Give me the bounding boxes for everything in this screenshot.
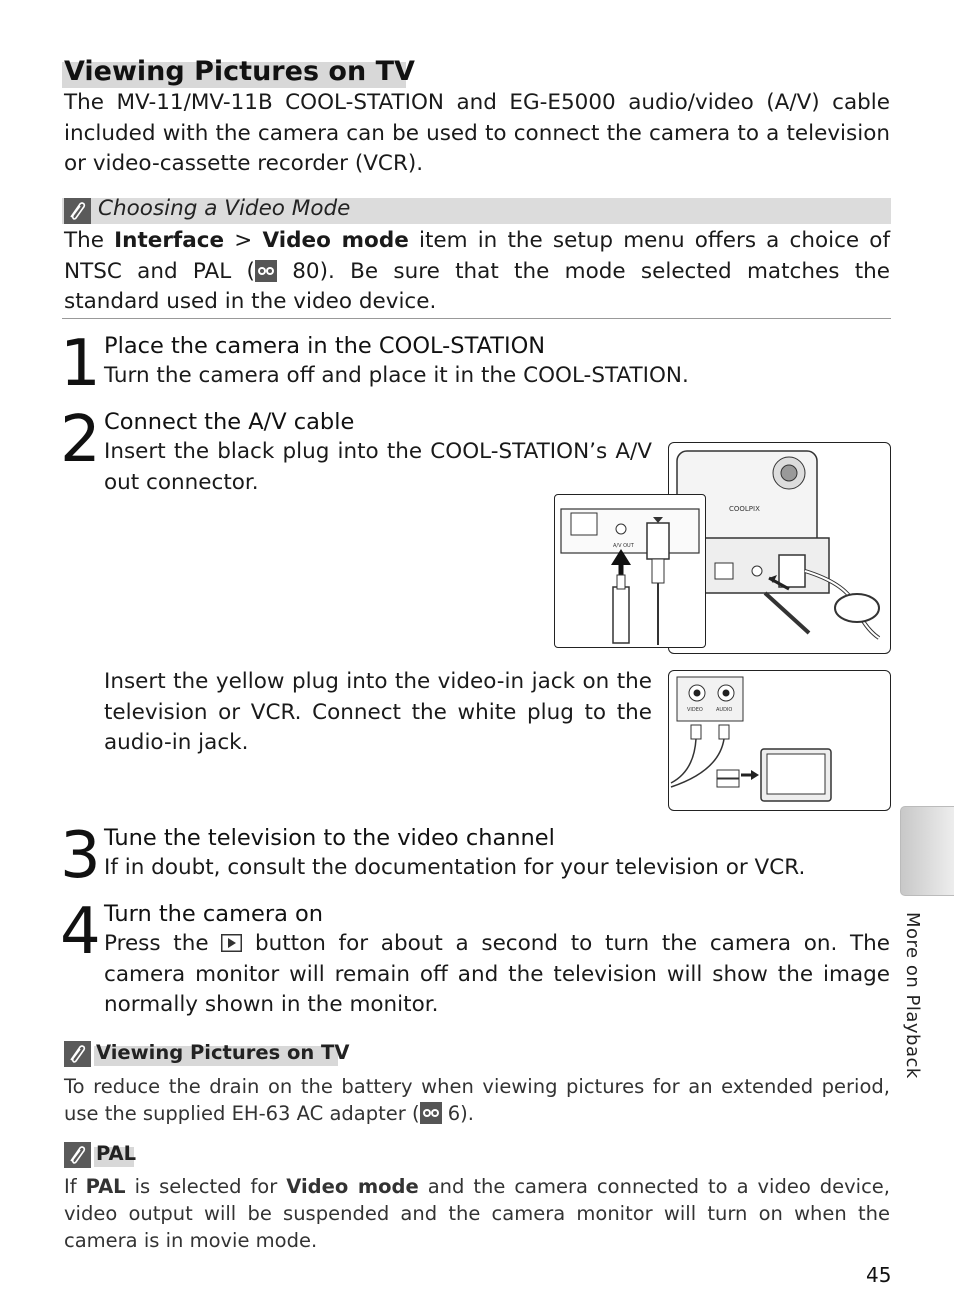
step-description: Press the button for about a second to turn the camera on. The camera monitor will remain off and the television will show the image normally shown in the monitor. <box>104 931 890 1017</box>
chapter-tab <box>900 806 954 896</box>
page-title: Viewing Pictures on TV <box>64 56 415 87</box>
divider <box>62 318 891 319</box>
chapter-label: More on Playback <box>902 912 923 1079</box>
pencil-icon <box>64 1041 91 1067</box>
note-text-tv: To reduce the drain on the battery when viewing pictures for an extended period, use the supplied EH-63 AC adapter ( 6). <box>64 1075 890 1125</box>
tv-connection-figure <box>668 670 891 811</box>
note-title-pal: PAL <box>96 1142 137 1165</box>
step-description: Turn the camera off and place it in the COOL-STATION. <box>104 363 689 388</box>
step-title: Place the camera in the COOL-STATION <box>104 333 546 359</box>
note-title-video-mode: Choosing a Video Mode <box>98 196 351 221</box>
note-title-tv: Viewing Pictures on TV <box>96 1041 350 1064</box>
step-title: Connect the A/V cable <box>104 409 355 435</box>
audio-jack-label: AUDIO <box>716 707 733 713</box>
intro-paragraph: The MV-11/MV-11B COOL-STATION and EG-E5000 audio/video (A/V) cable included with the camera can be used to connect the camera to a television or video-cassette recorder (VCR). <box>64 90 890 176</box>
step-number: 1 <box>60 327 101 401</box>
playback-icon <box>221 934 242 952</box>
step-description: Insert the black plug into the COOL-STATION’s A/V out connector. <box>104 439 652 495</box>
av-out-detail-figure <box>554 494 706 648</box>
av-out-label: A/V OUT <box>613 543 634 549</box>
video-jack-label: VIDEO <box>687 707 703 713</box>
step-title: Tune the television to the video channel <box>104 825 555 851</box>
step-number: 4 <box>60 895 101 969</box>
reference-icon <box>255 260 277 282</box>
note-text-video-mode: The Interface > Video mode item in the setup menu offers a choice of NTSC and PAL ( 80). Be sure that the mode selected matches the standard used in the video device. <box>64 228 891 314</box>
av-out-detail-illustration <box>555 495 705 647</box>
step-number: 2 <box>60 403 101 477</box>
pencil-icon <box>64 1142 91 1168</box>
tv-connection-illustration <box>669 671 890 810</box>
page-number: 45 <box>866 1263 892 1287</box>
step-number: 3 <box>60 819 101 893</box>
reference-icon <box>420 1102 442 1124</box>
step-description: If in doubt, consult the documentation for your television or VCR. <box>104 855 806 880</box>
step-description-2: Insert the yellow plug into the video-in jack on the television or VCR. Connect the white plug to the audio-in jack. <box>104 669 652 755</box>
pencil-icon <box>64 198 91 224</box>
note-text-pal: If PAL is selected for Video mode and the camera connected to a video device, video output will be suspended and the camera monitor will turn on when the camera is in movie mode. <box>64 1175 890 1252</box>
step-title: Turn the camera on <box>104 901 324 927</box>
camera-brand-label: COOLPIX <box>729 505 760 513</box>
